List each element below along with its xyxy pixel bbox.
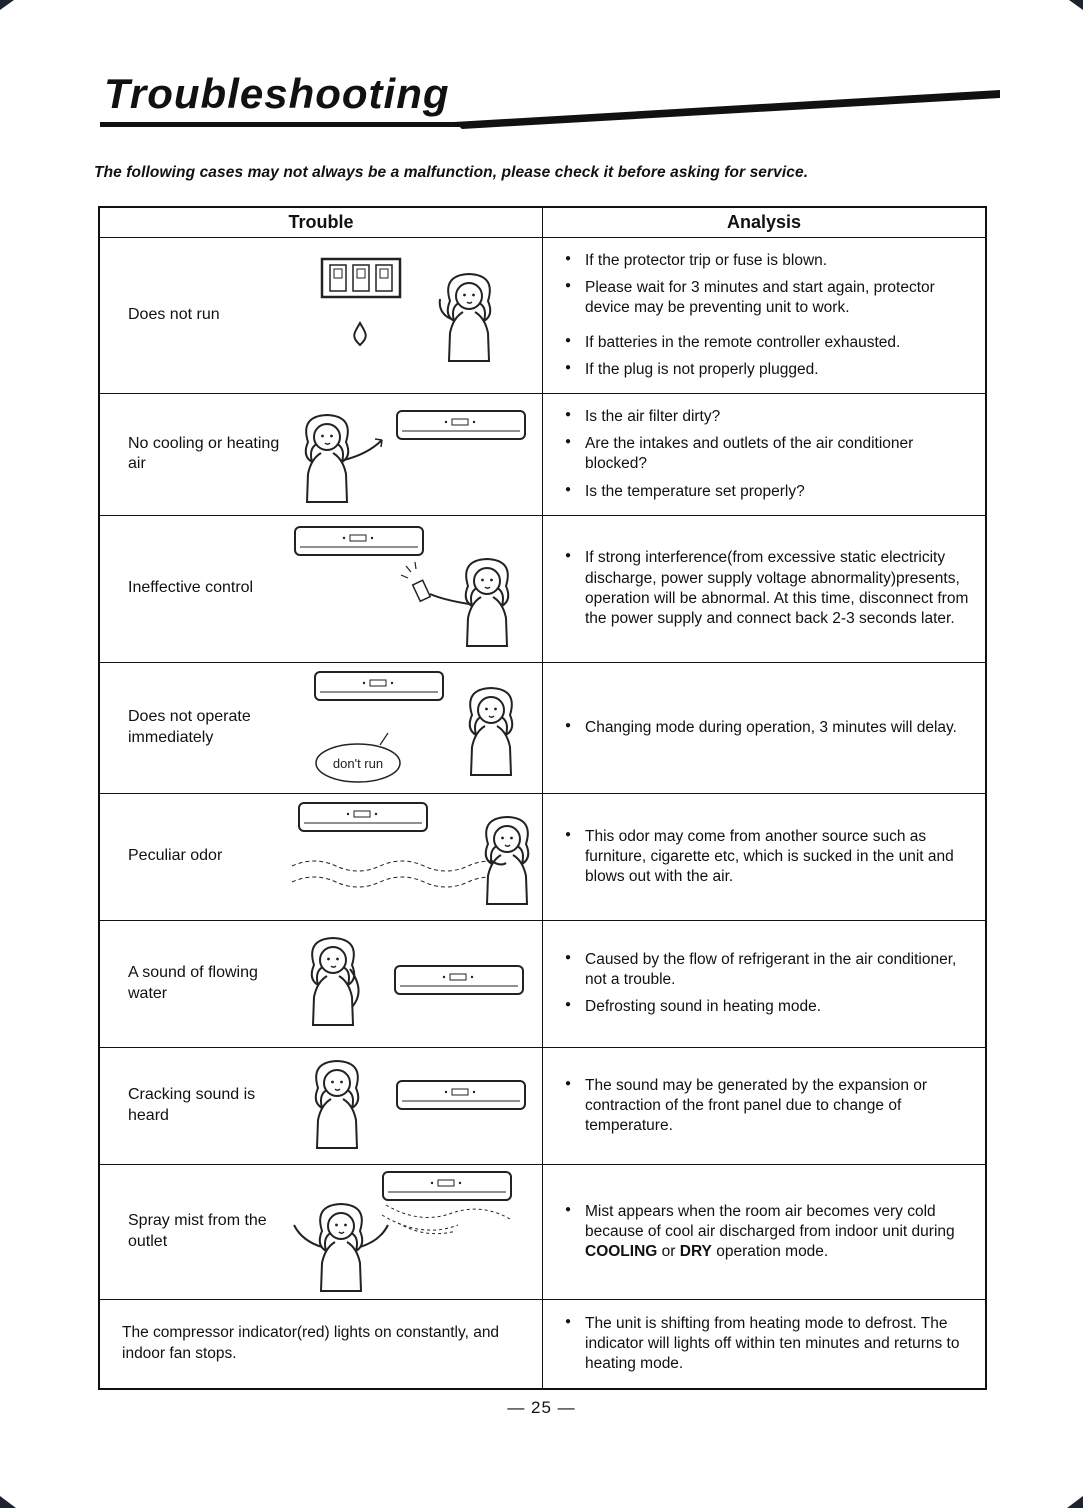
table-header-row <box>99 207 986 237</box>
intro-note: The following cases may not always be a malfunction, please check it before asking for service. <box>94 164 809 181</box>
trouble-label: Cracking sound is heard <box>128 1085 256 1124</box>
table-row <box>99 515 986 662</box>
analysis-bullet: ● If strong interference(from excessive static electricity discharge, power supply voltage abnormality)presents, operation will be abnormal. At this time, disconnect from the power supply and connect back 2-3 seconds later. <box>561 548 971 629</box>
person-pointing-at-ac-illustration <box>284 398 534 510</box>
scan-artifact <box>1069 0 1083 10</box>
dont-run-bubble-text: don't run <box>332 755 384 771</box>
trouble-label: A sound of flowing water <box>128 963 258 1002</box>
analysis-bullet: ● Is the temperature set properly? <box>561 482 971 502</box>
page-number: — 25 — <box>507 1398 576 1417</box>
analysis-bullet: ● Are the intakes and outlets of the air conditioner blocked? <box>561 434 971 474</box>
scan-artifact <box>0 0 14 10</box>
analysis-bullet: ● If the plug is not properly plugged. <box>561 360 971 380</box>
analysis-bullet: ● Caused by the flow of refrigerant in the air conditioner, not a trouble. <box>561 950 971 990</box>
column-header-analysis: Analysis <box>543 207 987 237</box>
table-row <box>99 1299 986 1389</box>
analysis-list <box>551 1193 977 1271</box>
analysis-list <box>551 818 977 896</box>
trouble-label: Spray mist from the outlet <box>128 1211 267 1250</box>
analysis-bullet: ● The unit is shifting from heating mode to defrost. The indicator will lights off within ten minutes and returns to heating mode. <box>561 1314 971 1374</box>
trouble-label: Does not operate immediately <box>128 707 251 746</box>
page-header <box>94 70 1005 182</box>
analysis-list <box>551 242 977 390</box>
analysis-bullet: ● If batteries in the remote controller exhausted. <box>561 333 971 353</box>
analysis-list <box>551 1067 977 1145</box>
analysis-bullet: ● Is the air filter dirty? <box>561 407 971 427</box>
ac-and-person-with-remote-illustration <box>284 520 539 658</box>
trouble-label: Peculiar odor <box>128 847 223 865</box>
trouble-label: Does not run <box>128 305 220 323</box>
page-title: Troubleshooting <box>100 70 464 127</box>
analysis-bullet: ● Please wait for 3 minutes and start again, protector device may be preventing unit to work. <box>561 278 971 318</box>
trouble-label: The compressor indicator(red) lights on constantly, and indoor fan stops. <box>122 1324 500 1363</box>
troubleshooting-table <box>98 206 987 1390</box>
analysis-bullet: ● This odor may come from another source such as furniture, cigarette etc, which is sucked in the unit and blows out with the air. <box>561 827 971 887</box>
column-header-trouble: Trouble <box>99 207 543 237</box>
person-and-ac-illustration <box>284 1052 539 1160</box>
analysis-bullet: ● The sound may be generated by the expansion or contraction of the front panel due to change of temperature. <box>561 1076 971 1136</box>
person-listening-and-ac-illustration <box>284 925 539 1043</box>
analysis-bullet: ● Defrosting sound in heating mode. <box>561 997 971 1017</box>
analysis-list <box>551 539 977 638</box>
analysis-list <box>551 1305 977 1383</box>
trouble-label: No cooling or heating air <box>128 434 280 473</box>
table-row <box>99 237 986 394</box>
trouble-label: Ineffective control <box>128 579 254 597</box>
analysis-list <box>551 941 977 1026</box>
analysis-list <box>551 398 977 511</box>
table-row <box>99 394 986 516</box>
table-row <box>99 793 986 920</box>
analysis-bullet: ● Changing mode during operation, 3 minutes will delay. <box>561 718 971 738</box>
analysis-bullet: ● If the protector trip or fuse is blown. <box>561 251 971 271</box>
scan-artifact <box>0 1496 16 1508</box>
table-row <box>99 920 986 1047</box>
title-swoosh-line <box>452 76 1012 134</box>
person-and-ac-mist-illustration <box>284 1169 549 1295</box>
analysis-bullet: ● Mist appears when the room air becomes very cold because of cool air discharged from indoor unit during COOLING or DRY operation mode. <box>561 1202 971 1262</box>
fuse-box-and-person-illustration <box>284 253 534 378</box>
ac-odor-and-person-illustration <box>284 798 549 916</box>
table-row <box>99 662 986 793</box>
ac-dont-run-and-person-illustration <box>284 667 539 789</box>
table-row <box>99 1047 986 1164</box>
analysis-list <box>551 709 977 747</box>
scan-artifact <box>1067 1496 1083 1508</box>
table-row <box>99 1164 986 1299</box>
